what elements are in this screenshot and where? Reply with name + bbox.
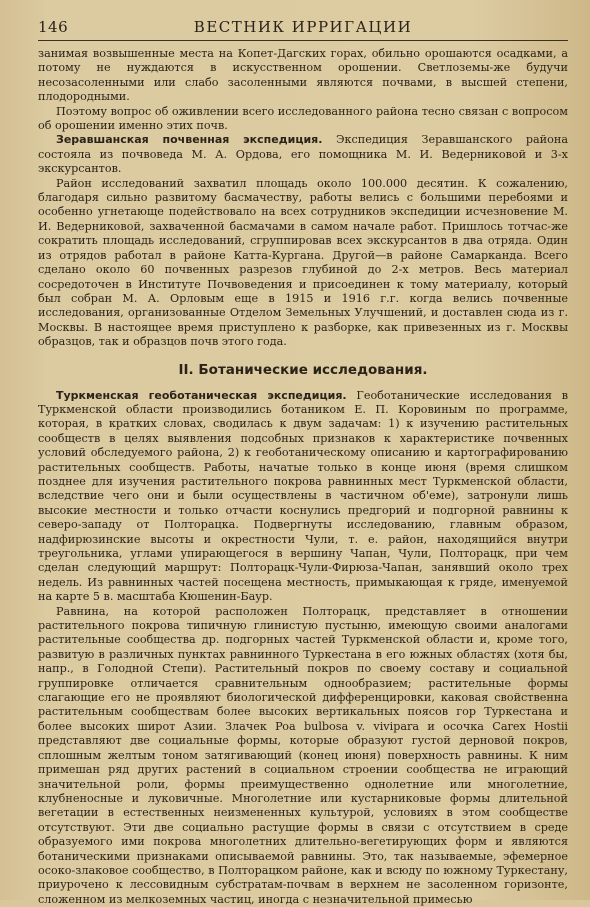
journal-title: ВЕСТНИК ИРРИГАЦИИ bbox=[193, 18, 413, 36]
header-rule bbox=[38, 40, 568, 41]
zeravshan-paragraph bbox=[38, 133, 568, 176]
zeravshan-paragraph-2: Район исследований захватил площадь около 100.000 десятин. К сожалению, благодаря сильно развитому басмачеству, работы велись с большими перебоями и особенно угнетающе подействовало на всех сотрудников экспедиции исчезновение М. И. Ведерниковой, захваченной басмачами в самом начале работ. Пришлось тотчас-же сократить площадь исследований, сгруппировав всех экскурсантов в два отряда. Один из отрядов работал в районе Катта-Кургана. Другой—в районе Самарканда. Всего сделано около 60 почвенных разрезов глубиной до 2-х метров. Весь материал сосредоточен в Институте Почвоведения и присоединен к тому материалу, который был собран М. А. Орловым еще в 1915 и 1916 г.г. когда велись почвенные исследования, организованные Отделом Земельных Улучшений, и доставлен сюда из г. Москвы. В настоящее время приступлено к разборке, как привезенных из г. Москвы образцов, так и образцов почв этого года. bbox=[38, 176, 568, 349]
zeravshan-heading: Зеравшанская почвенная экспедиция. bbox=[56, 133, 323, 147]
paragraph-1: занимая возвышенные места на Копет-Дагских горах, обильно орошаются осадками, а потому не нуждаются в искусственном орошении. Светлоземы-же будучи несозасоленными или слабо засоленными являются почвами, в высшей степени, плодородными. bbox=[38, 47, 568, 104]
section-title: II. Ботанические исследования. bbox=[178, 361, 428, 378]
turkmen-paragraph bbox=[38, 389, 568, 605]
turkmen-text-1: Геоботанические исследования в Туркменской области производились ботаником Е. П. Коровиным по программе, которая, в кратких словах, сводилась к двум задачам: 1) к изучению растительных сообществ в целях выявления подсобных признаков к характеристике почвенных условий обследуемого района, 2) к геоботаническому описанию и картографированию растительных сообществ. Работы, начатые только в конце июня (время слишком позднее для изучения растительного покрова равнинных мест Туркменской области, вследствие чего они и были осуществлены в частичном об'еме), затронули лишь высокие местности и только отчасти коснулись предгорий и подгорной равнины к северо-западу от Полторацка. Подвергнуты исследованию, главным образом, надфирюзинские высоты и окрестности Чули, т. е. район, находящийся внутри треугольника, углами упирающегося в вершину Чапан, Чули, Полторацк, при чем сделан следующий маршрут: Полторацк-Чули-Фирюза-Чапан, занявший около трех недель. Из равнинных частей посещена местность, примыкающая к гряде, именуемой на карте 5 в. масштаба Кюшенин-Баур. bbox=[38, 388, 568, 604]
paragraph-2: Поэтому вопрос об оживлении всего исследованного района тесно связан с вопросом об орошении именно этих почв. bbox=[38, 104, 568, 133]
page-number: 146 bbox=[38, 18, 69, 36]
turkmen-heading: Туркменская геоботаническая экспедиция. bbox=[56, 388, 347, 402]
page-header bbox=[38, 18, 568, 36]
turkmen-paragraph-2: Равнина, на которой расположен Полторацк, представляет в отношении растительного покрова типичную глинистую пустыню, имеющую своими аналогами растительные сообщества др. подгорных частей Туркменской области и, кроме того, развитую в различных пунктах равнинного Туркестана в его южных областях (хотя бы, напр., в Голодной Степи). Растительный покров по своему составу и социальной группировке отличается сравнительным однообразием; растительные формы слагающие его не проявляют биологической дифференцировки, каковая свойственна растительным сообществам более высоких вертикальных поясов гор Туркестана и более высоких широт Азии. Злачек Poa bulbosa v. vivipara и осочка Carex Hostii представляют две социальные формы, которые образуют густой дерновой покров, сплошным желтым тоном затягивающий (конец июня) поверхность равнины. К ним примешан ряд других растений в социальном строении сообщества не играющий значительной роли, формы преимущественно однолетние или многолетние, клубненосные и луковичные. Многолетние или кустарниковые формы длительной вегетации в естественных неизмененных культурой, условиях в этом сообществе отсутствуют. Эти две социально растущие формы в связи с отсутствием в среде образуемого ими покрова многолетних длительно-вегетирующих форм и являются ботаническими признаками описываемой равнины. Это, так называемые, эфемерное осоко-злаковое сообщество, в Полторацком районе, как и всюду по южному Туркестану, приурочено к лессовидным субстратам-почвам в верхнем не засоленном горизонте, сложенном из мелкоземных частиц, иногда с незначительной примесью bbox=[38, 604, 568, 906]
zeravshan-text-1: Экспедиция Зеравшанского района состояла из почвоведа М. А. Ордова, его помощника М. И. Ведерниковой и 3-х экскурсантов. bbox=[38, 133, 569, 176]
